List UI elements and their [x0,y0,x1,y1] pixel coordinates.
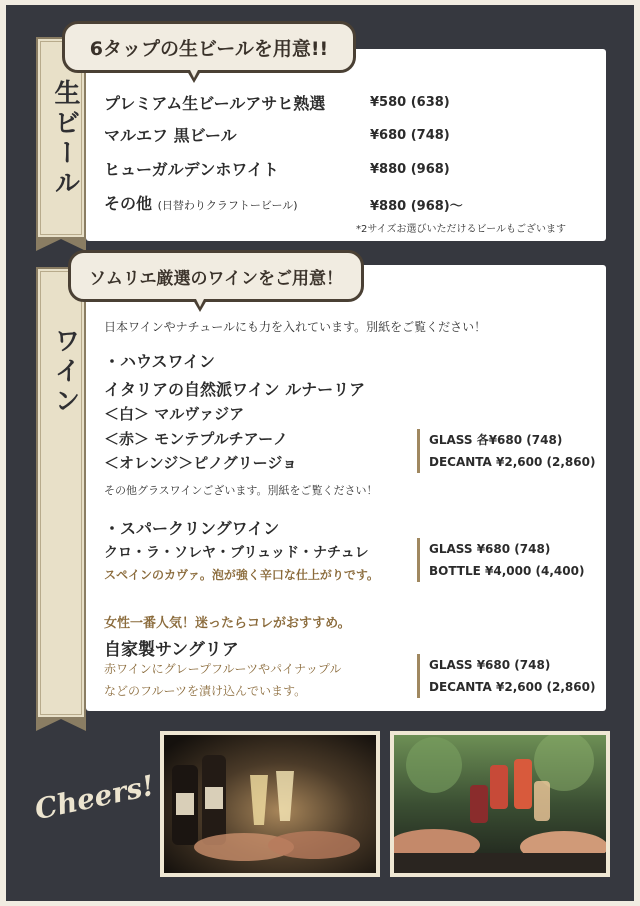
beer-banner-label: 生ビール [50,79,80,199]
beer-bubble [62,21,356,73]
beer-item-price: ¥880 (968) [370,162,450,177]
beer-item-name [104,191,298,214]
wine-bubble-text: ソムリエ厳選のワインをご用意！ [89,268,343,289]
beer-item-price: ¥680 (748) [370,128,450,143]
sparkling-prices [417,538,584,582]
beer-item-price: ¥580 (638) [370,95,450,110]
sangria-prices [417,654,595,698]
sangria-name: 自家製サングリア [104,640,239,660]
beer-item-label: その他 [104,194,153,213]
sangria-desc: 赤ワインにグレープフルーツやパイナップル [104,662,342,676]
photo-toast-right [390,731,610,877]
house-wine-note: その他グラスワインございます。別紙をご覧ください！ [104,484,378,497]
beer-note: *2サイズお選びいただけるビールもございます [356,224,566,235]
house-wine-line: ＜白＞ マルヴァジア [104,405,245,423]
wine-banner-label: ワイン [50,327,80,417]
sangria-tagline: 女性一番人気！迷ったらコレがおすすめ。 [104,616,351,631]
house-wine-line: ＜赤＞ モンテプルチアーノ [104,430,288,448]
beer-bubble-text: 6タップの生ビールを用意!! [89,37,329,60]
beer-item-name: マルエフ 黒ビール [104,126,237,145]
house-wine-heading: ・ハウスワイン [104,352,216,371]
sparkling-name: クロ・ラ・ソレヤ・ブリュッド・ナチュレ [104,545,369,561]
beer-item-name: プレミアム生ビールアサヒ熟選 [104,94,326,113]
price-line: GLASS 各¥680 (748) [429,433,563,447]
sangria-desc: などのフルーツを漬け込んでいます。 [104,684,307,698]
beer-item-price: ¥880 (968)～ [370,199,463,214]
sparkling-desc: スペインのカヴァ。泡が強く辛口な仕上がりです。 [104,568,379,582]
price-line: DECANTA ¥2,600 (2,860) [429,455,596,469]
beer-item-name: ヒューガルデンホワイト [104,160,279,179]
photo-image [164,735,376,873]
menu-page [6,5,634,901]
price-line: BOTTLE ¥4,000 (4,400) [429,564,585,578]
photo-image [394,735,606,873]
wine-banner [36,267,86,719]
wine-bubble [68,250,364,302]
photo-toast-left [160,731,380,877]
cheers-logo: Cheers! [31,768,158,827]
price-line: GLASS ¥680 (748) [429,658,551,672]
price-line: GLASS ¥680 (748) [429,542,551,556]
house-wine-line: ＜オレンジ＞ピノグリージョ [104,454,298,472]
price-line: DECANTA ¥2,600 (2,860) [429,680,596,694]
sparkling-heading: ・スパークリングワイン [104,519,280,538]
wine-intro: 日本ワインやナチュールにも力を入れています。別紙をご覧ください！ [104,320,487,334]
beer-item-sub: (日替わりクラフトービール) [157,199,298,212]
house-wine-prices [417,429,595,473]
house-wine-sub: イタリアの自然派ワイン ルナーリア [104,380,366,399]
